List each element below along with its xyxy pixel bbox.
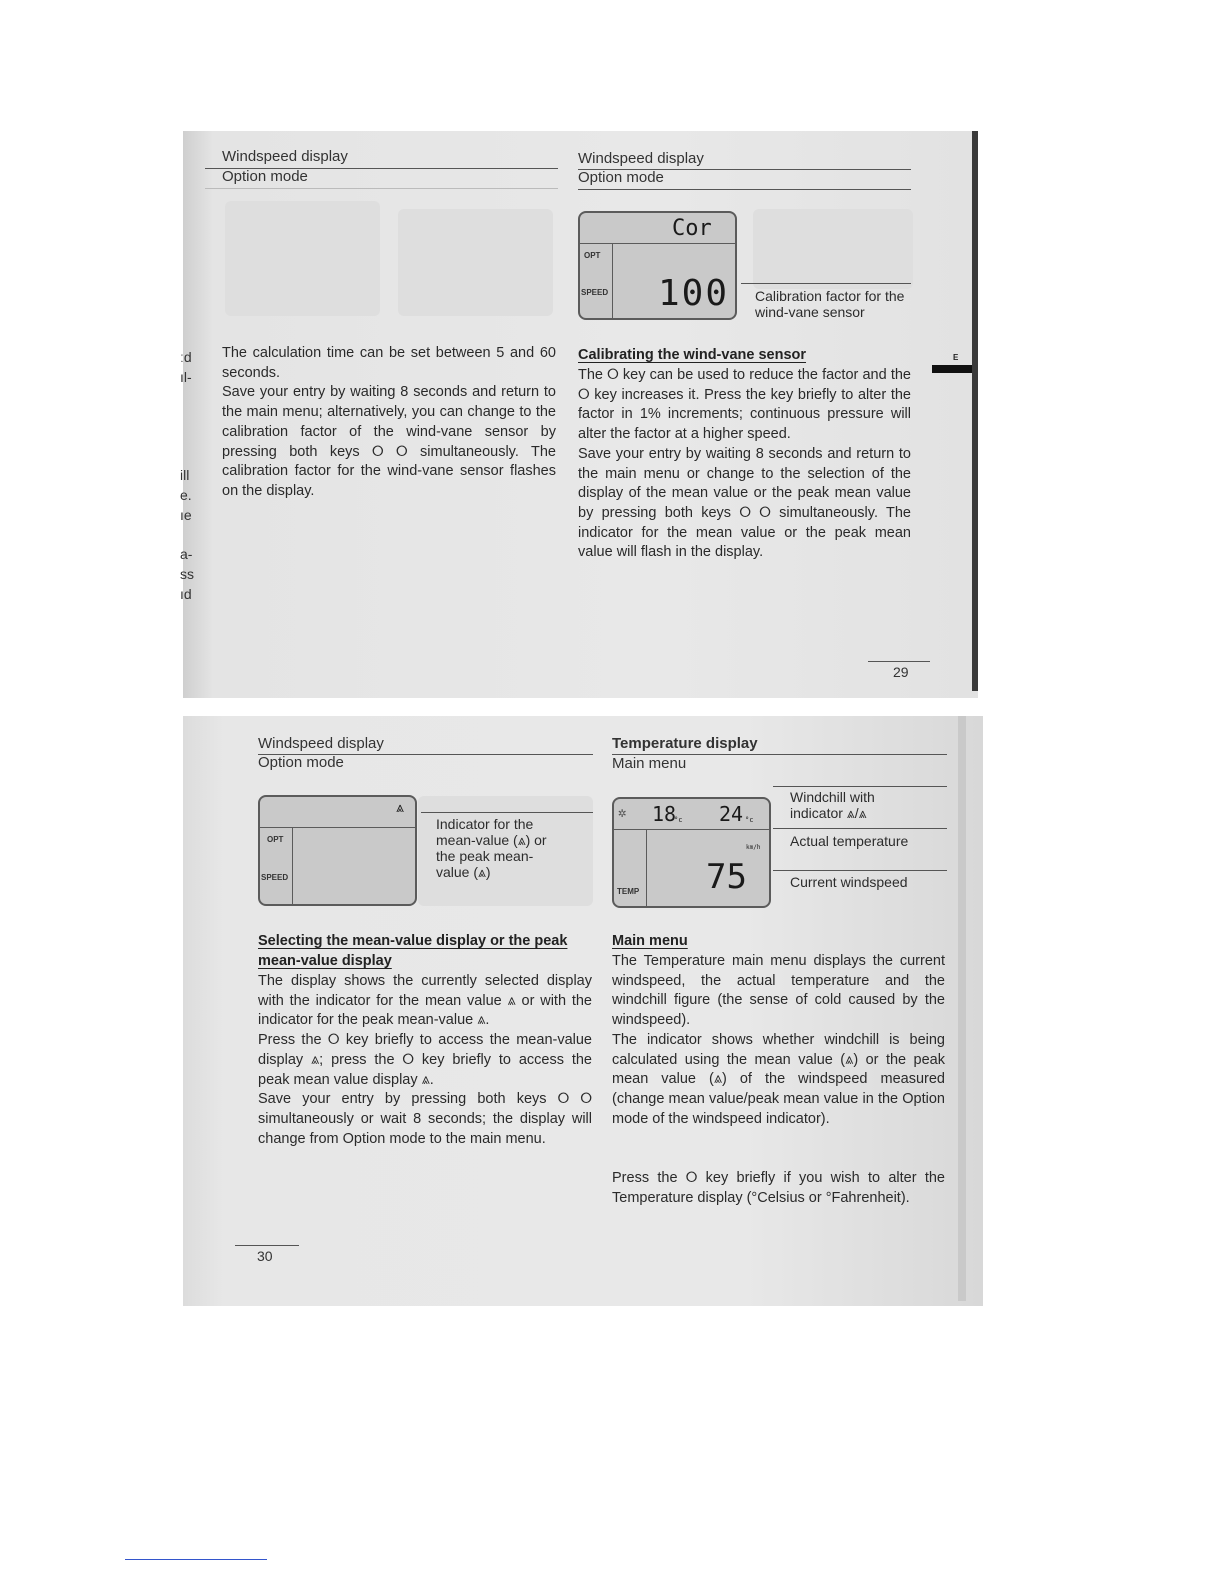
lcd-temperature-unit: °c	[745, 816, 754, 824]
peak-mean-indicator-icon: ⩓	[396, 800, 404, 816]
header-title: Windspeed display	[222, 148, 348, 165]
body-text-selecting-mean-value: The display shows the currently selected display with the indicator for the mean value ⩓ or with the indicator for the peak mean-value ⩓. Press the ⭘ key briefly to access the mean-value display ⩓; press the ⭘ key briefly to access the peak mean value display ⩓. Save your entry by pressing both keys ⭘ ⭘ simultaneously or wait 8 seconds; the display will change from Option mode to the main menu.	[258, 973, 592, 1147]
header-rule-right-2	[773, 786, 947, 787]
page-number-rule	[235, 1245, 299, 1246]
lcd-speed-unit: km/h	[746, 844, 761, 851]
right-edge-shadow-top	[972, 131, 978, 691]
margin-fragment: e.	[180, 487, 192, 503]
lcd-top-panel	[260, 797, 415, 828]
sun-icon: ✲	[618, 805, 627, 821]
lcd-top-panel	[614, 799, 769, 830]
manual-page-29	[183, 131, 978, 698]
margin-fragment: ill	[180, 467, 190, 483]
lcd-label-opt: OPT	[584, 251, 601, 260]
lcd-speed-value: 75	[706, 857, 747, 897]
header-title: Windspeed display	[258, 735, 384, 752]
lcd-windchill-value: 18	[652, 802, 677, 826]
body-text-calibrating: The ⭘ key can be used to reduce the factor and the ⭘ key increases it. Press the key briefly to alter the factor in 1% increments; continuous pressure will alter the factor at a higher speed. Save your entry by waiting 8 seconds and return to the main menu or change to the selection of the display of the mean value or the peak mean value by pressing both keys ⭘ ⭘ simultaneously. The indicator for the mean value or the peak mean value will flash in the display.	[578, 367, 911, 561]
tab-e-label: E	[953, 353, 959, 362]
callout-rule	[421, 812, 593, 813]
callout-current-windspeed: Current windspeed	[790, 874, 908, 890]
header-subtitle: Option mode	[222, 168, 308, 185]
lcd-mean-value-display	[258, 795, 417, 906]
lcd-temperature-display	[612, 797, 771, 908]
lcd-temperature-value: 24	[719, 802, 744, 826]
lcd-calibration-display	[578, 211, 737, 320]
heading-main-menu: Main menu	[612, 933, 688, 949]
show-through-middle	[398, 209, 553, 316]
callout-mean-value-indicator: Indicator for the mean-value (⩓) or the peak mean-value (⩓)	[436, 816, 547, 880]
margin-fragment: ːd	[180, 349, 192, 365]
lcd-label-speed: SPEED	[581, 288, 609, 297]
header-subtitle-main-menu: Main menu	[612, 755, 687, 772]
header-rule-2	[205, 188, 558, 189]
body-text-calculation-time: The calculation time can be set between 5 and 60 seconds. Save your entry by waiting 8 seconds and return to the main menu; alternatively, you can change to the calibration factor of the wind-vane sensor by pressing both keys ⭘ ⭘ simultaneously. The calibration factor for the wind-vane sensor flashes on the display.	[222, 345, 556, 499]
callout-temperature-rule	[773, 870, 947, 871]
lcd-label-temp: TEMP	[617, 887, 640, 896]
margin-fragment: ıl-	[180, 369, 192, 385]
header-title-temperature: Temperature display	[612, 735, 758, 752]
callout-calibration-factor: Calibration factor for the wind-vane sensor	[755, 288, 905, 320]
lcd-label-speed: SPEED	[261, 873, 289, 882]
callout-windchill-rule	[773, 828, 947, 829]
body-text-main-menu: The Temperature main menu displays the current windspeed, the actual temperature and the windchill figure (the sense of cold caused by the windspeed). The indicator shows whether windchill is being calculated using the mean value (⩓) or the peak mean value (⩓) of the windspeed measured (change mean value/peak mean value in the Option mode of the windspeed indicator).	[612, 953, 945, 1127]
right-edge-shadow-bottom	[958, 716, 966, 1301]
callout-actual-temperature: Actual temperature	[790, 833, 909, 849]
page-number: 29	[893, 664, 909, 680]
page-number: 30	[257, 1248, 273, 1264]
callout-windchill: Windchill with indicator ⩓/⩓	[790, 789, 875, 821]
manual-page-30	[183, 716, 983, 1306]
header-subtitle-right: Option mode	[578, 169, 664, 186]
page-number-rule	[868, 661, 930, 662]
show-through-right	[753, 209, 913, 289]
margin-fragment: ss	[180, 566, 194, 582]
header-rule-right-2	[578, 189, 911, 190]
callout-rule	[741, 283, 911, 284]
lcd-windchill-unit: °c	[674, 816, 683, 824]
lcd-top-panel	[580, 213, 735, 244]
footer-link-rule	[125, 1559, 267, 1560]
lcd-top-text: Cor	[672, 216, 712, 241]
margin-fragment: ıe	[180, 507, 192, 523]
header-subtitle: Option mode	[258, 754, 344, 771]
body-text-change-units: Press the ⭘ key briefly if you wish to alter the Temperature display (°Celsius or °Fahrenheit).	[612, 1170, 945, 1206]
margin-fragment: a-	[180, 546, 193, 562]
margin-fragment: ıd	[180, 586, 192, 602]
show-through-left	[225, 201, 380, 316]
lcd-label-opt: OPT	[267, 835, 284, 844]
heading-calibrating: Calibrating the wind-vane sensor	[578, 347, 807, 363]
heading-selecting-mean-value: Selecting the mean-value display or the peak mean-value display	[258, 933, 568, 969]
header-title-right: Windspeed display	[578, 150, 704, 167]
lcd-value: 100	[658, 273, 730, 314]
